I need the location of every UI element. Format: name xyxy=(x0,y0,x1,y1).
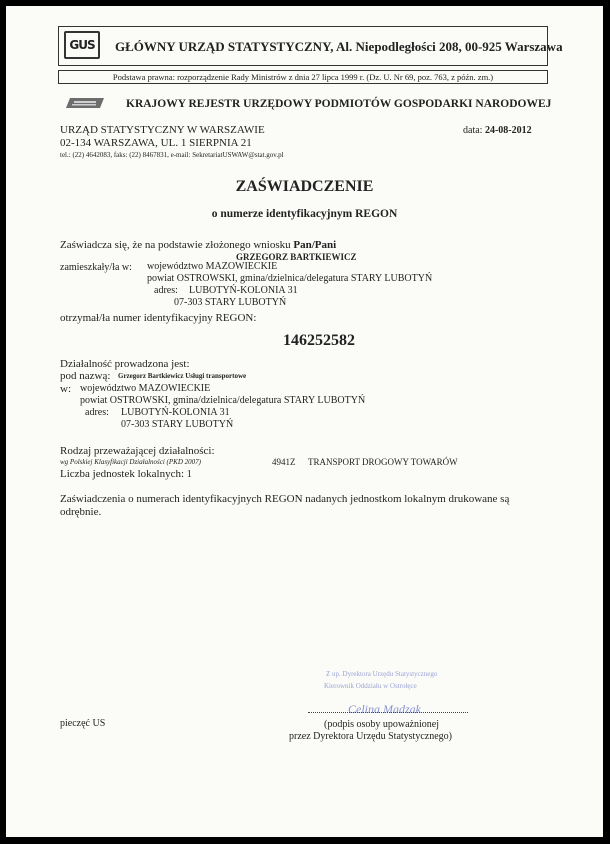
office-contact: tel.: (22) 4642083, faks: (22) 8467831, e-mail: SekretariatUSWAW@stat.gov.pl xyxy=(60,151,284,159)
certificate-page xyxy=(6,6,603,837)
document-title: ZAŚWIADCZENIE xyxy=(235,178,374,195)
note-line-2: odrębnie. xyxy=(60,506,102,518)
regon-logo-icon xyxy=(66,95,106,111)
local-units-value: 1 xyxy=(186,469,192,480)
business-address-line1: LUBOTYŃ-KOLONIA 31 xyxy=(121,407,230,418)
signature: Celina Madzak xyxy=(348,702,421,716)
business-in-label: w: xyxy=(60,383,71,395)
stamp-line-2: Kierownik Oddziału w Ostrołęce xyxy=(324,682,417,690)
office-address: 02-134 WARSZAWA, UL. 1 SIERPNIA 21 xyxy=(60,137,252,149)
date-value: 24-08-2012 xyxy=(484,125,532,136)
seal-label: pieczęć US xyxy=(60,718,106,729)
date-row xyxy=(463,125,532,136)
business-intro: Działalność prowadzona jest: xyxy=(60,358,190,370)
intro-row xyxy=(60,239,336,251)
person-voivodeship: województwo MAZOWIECKIE xyxy=(147,261,278,272)
date-label: data: xyxy=(463,125,483,136)
official-stamp xyxy=(318,666,468,726)
office-name: URZĄD STATYSTYCZNY W WARSZAWIE xyxy=(60,124,265,136)
activity-classification: wg Polskiej Klasyfikacji Działalności (PKD 2007) xyxy=(60,458,201,466)
business-voivodeship: województwo MAZOWIECKIE xyxy=(80,383,211,394)
person-address-line2: 07-303 STARY LUBOTYŃ xyxy=(174,297,287,308)
signature-line xyxy=(308,712,468,713)
person-district: powiat OSTROWSKI, gmina/dzielnica/delegatura STARY LUBOTYŃ xyxy=(147,273,433,284)
document-subtitle: o numerze identyfikacyjnym REGON xyxy=(211,208,398,220)
header-title: GŁÓWNY URZĄD STATYSTYCZNY, Al. Niepodległości 208, 00-925 Warszawa xyxy=(115,39,563,54)
register-title: KRAJOWY REJESTR URZĘDOWY PODMIOTÓW GOSPODARKI NARODOWEJ xyxy=(126,98,552,110)
regon-number: 146252582 xyxy=(283,332,355,349)
person-name: GRZEGORZ BARTKIEWICZ xyxy=(236,252,357,262)
activity-label: Rodzaj przeważającej działalności: xyxy=(60,445,215,457)
local-units-row xyxy=(60,468,192,480)
intro-text: Zaświadcza się, że na podstawie złożonego wniosku xyxy=(60,239,291,251)
person-address-label: adres: xyxy=(154,285,178,296)
business-name: Grzegorz Bartkiewicz Usługi transportowe xyxy=(118,372,247,380)
person-address-line1: LUBOTYŃ-KOLONIA 31 xyxy=(189,285,298,296)
signature-caption-1: (podpis osoby upoważnionej xyxy=(324,719,439,730)
business-address-line2: 07-303 STARY LUBOTYŃ xyxy=(121,419,234,430)
activity-description: TRANSPORT DROGOWY TOWARÓW xyxy=(308,457,458,467)
salutation: Pan/Pani xyxy=(293,239,337,251)
signature-caption-2: przez Dyrektora Urzędu Statystycznego) xyxy=(289,731,452,742)
stamp-line-1: Z up. Dyrektora Urzędu Statystycznego xyxy=(326,670,438,678)
received-label: otrzymał/ła numer identyfikacyjny REGON: xyxy=(60,312,257,324)
header-box xyxy=(58,26,563,66)
legal-basis: Podstawa prawna: rozporządzenie Rady Ministrów z dnia 27 lipca 1999 r. (Dz. U. Nr 69, poz. 763, z późn. zm.) xyxy=(58,70,548,84)
activity-code: 4941Z xyxy=(272,457,296,467)
business-name-label: pod nazwą: xyxy=(60,370,111,382)
business-district: powiat OSTROWSKI, gmina/dzielnica/delegatura STARY LUBOTYŃ xyxy=(80,395,366,406)
note-line-1: Zaświadczenia o numerach identyfikacyjnych REGON nadanych jednostkom lokalnym drukowane są xyxy=(60,493,510,505)
gus-logo: GUS xyxy=(64,31,100,59)
local-units-label: Liczba jednostek lokalnych: xyxy=(60,468,185,480)
residence-label: zamieszkały/ła w: xyxy=(60,262,132,273)
business-address-label: adres: xyxy=(85,407,109,418)
